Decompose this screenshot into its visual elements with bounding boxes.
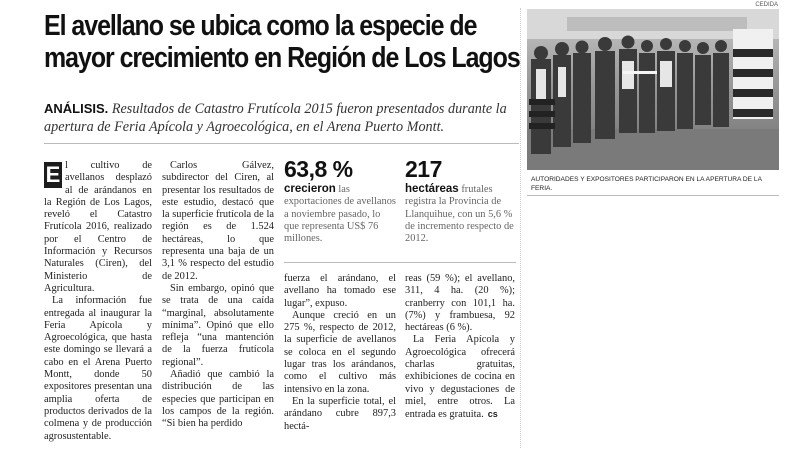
stat-value: 217 bbox=[405, 156, 442, 182]
body-column-2 bbox=[162, 160, 274, 431]
headline: El avellano se ubica como la especie de mayor crecimiento en Región de Los Lagos bbox=[44, 10, 520, 74]
photo-credit: CEDIDA bbox=[755, 2, 778, 8]
photo-image bbox=[527, 9, 779, 170]
paragraph: Sin embargo, opinó que se trata de una caída “marginal, absolutamente mínima”. Opinó que ello refleja “una mantención de la fuerza frutícola regional”. bbox=[162, 282, 274, 368]
news-photo bbox=[527, 9, 779, 170]
stat-description bbox=[284, 183, 396, 245]
stat-box-hectares bbox=[405, 156, 517, 245]
paragraph: La información fue entregada al inaugurar la Feria Apícola y Agroecológica, que hasta este domingo se llevará a cabo en el Arena Puerto Montt, donde 50 expositores presentan una amplia oferta de productos derivados de la colmena y de producción agrosustentable. bbox=[44, 295, 152, 442]
stat-lead: crecieron bbox=[284, 183, 336, 195]
paragraph bbox=[405, 334, 515, 421]
column-divider bbox=[520, 8, 521, 448]
paragraph-text: La Feria Apícola y Agroecológica ofrecerá charlas gratuitas, exhibiciones de cocina en vivo y degustaciones de miel, entre otros. La entrada es gratuita. bbox=[405, 334, 515, 421]
body-column-3 bbox=[284, 273, 396, 433]
deck-text: Resultados de Catastro Frutícola 2015 fueron presentados durante la apertura de Feria Apícola y Agroecológica, en el Arena Puerto Montt. bbox=[44, 101, 507, 135]
stat-text: las exportaciones de avellanos a noviembre pasado, lo que representa US$ 76 millones. bbox=[284, 184, 396, 245]
end-mark: cs bbox=[487, 409, 498, 420]
drop-cap: E bbox=[45, 162, 61, 187]
paragraph: l cultivo de avellanos desplazó al de arándanos en la Región de Los Lagos, reveló el Catastro Frutícola 2016, realizado por el Centro de Información y Recursos Naturales (Ciren), del Ministerio de Agricultura. bbox=[44, 160, 152, 294]
photo-caption: AUTORIDADES Y EXPOSITORES PARTICIPARON EN LA APERTURA DE LA FERIA. bbox=[527, 173, 779, 196]
body-column-4 bbox=[405, 273, 515, 422]
stat-value: 63,8 % bbox=[284, 156, 353, 182]
body-column-1 bbox=[44, 160, 152, 443]
paragraph: fuerza el arándano, el avellano ha tomado ese lugar”, expuso. bbox=[284, 273, 396, 309]
stat-lead: hectáreas bbox=[405, 183, 459, 195]
stat-box-exports bbox=[284, 156, 396, 245]
deck-divider bbox=[44, 143, 519, 144]
paragraph: reas (59 %); el avellano, 311, 4 ha. (20 %); cranberry con 101,1 ha. (7%) y frambuesa, 92 hectáreas (6 %). bbox=[405, 273, 515, 334]
stat-description bbox=[405, 183, 517, 245]
stat-text: frutales registra la Provincia de Llanquihue, con un 5,6 % de incremento respecto de 2012. bbox=[405, 184, 514, 245]
paragraph: Carlos Gálvez, subdirector del Ciren, al presentar los resultados de este estudio, destacó que la superficie frutícola de la región es de 1.524 hectáreas, lo que representa una baja de un 3,1 % respecto del estudio de 2012. bbox=[162, 160, 274, 282]
paragraph: Aunque creció en un 275 %, respecto de 2012, la superficie de avellanos se coloca en el segundo lugar tras los arándanos, como el cultivo más intensivo en la zona. bbox=[284, 309, 396, 395]
paragraph: Añadió que cambió la distribución de las especies que participan en los campos de la región. “Si bien ha perdido bbox=[162, 369, 274, 430]
deck bbox=[44, 100, 519, 136]
paragraph: En la superficie total, el arándano cubre 897,3 hectá- bbox=[284, 395, 396, 432]
kicker: ANÁLISIS. bbox=[44, 101, 109, 116]
stat-divider bbox=[284, 262, 516, 263]
